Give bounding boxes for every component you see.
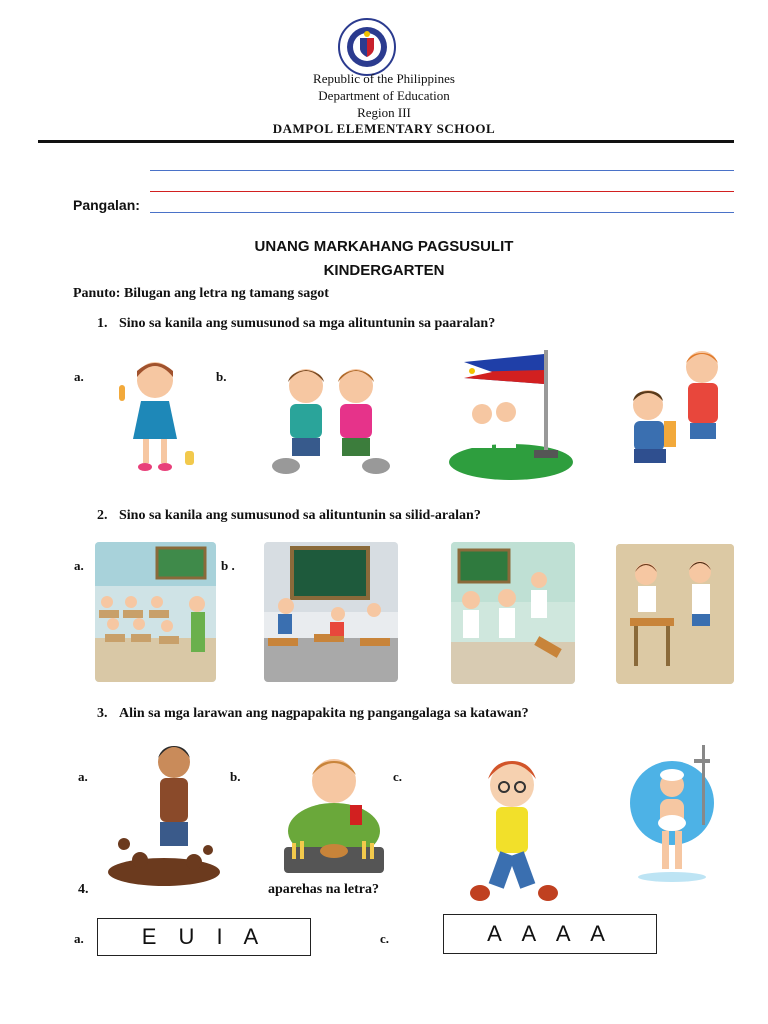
q1-option-b[interactable]: b.	[216, 369, 227, 384]
q3-option-b[interactable]: b.	[230, 769, 241, 784]
girl-littering-icon	[115, 355, 197, 480]
q1-option-a[interactable]: a.	[74, 369, 84, 384]
kids-arguing-icon	[616, 544, 734, 684]
question-1-number: 1.	[97, 316, 108, 331]
q4-option-a[interactable]: a.	[74, 931, 84, 946]
child-shower-icon	[628, 745, 720, 890]
name-line-blue-top	[150, 170, 734, 171]
name-input-line[interactable]	[150, 212, 734, 213]
header-line-3: Region III	[357, 105, 411, 120]
q4-option-c[interactable]: c.	[380, 931, 390, 946]
junk-food-icon	[278, 755, 390, 880]
header-divider	[38, 140, 734, 143]
name-line-red	[150, 191, 734, 192]
instruction: Panuto: Bilugan ang letra ng tamang sagot	[73, 286, 329, 301]
q3-option-c[interactable]: c.	[393, 769, 403, 784]
header-line-1: Republic of the Philippines	[313, 71, 455, 86]
q3-option-a[interactable]: a.	[78, 769, 88, 784]
question-3-text: Alin sa mga larawan ang nagpapakita ng pangangalaga sa katawan?	[119, 706, 529, 721]
question-2-number: 2.	[97, 508, 108, 523]
q2-option-b[interactable]: b .	[221, 558, 235, 573]
question-4-text: aparehas na letra?	[268, 882, 379, 897]
header-line-2: Department of Education	[318, 88, 450, 103]
classroom-mess-icon	[264, 542, 398, 682]
question-3-number: 3.	[97, 706, 108, 721]
students-seated-icon	[95, 542, 216, 682]
boy-teasing-icon	[624, 347, 730, 473]
exam-level: KINDERGARTEN	[323, 262, 445, 279]
exam-title: UNANG MARKAHANG PAGSUSULIT	[254, 238, 514, 255]
flag-ceremony-icon	[448, 344, 574, 480]
question-4-number: 4.	[78, 882, 89, 897]
name-label: Pangalan:	[73, 197, 140, 213]
deped-seal-icon	[338, 18, 396, 76]
question-1-text: Sino sa kanila ang sumusunod sa mga alituntunin sa paaralan?	[119, 316, 496, 331]
q2-option-a[interactable]: a.	[74, 558, 84, 573]
school-name: DAMPOL ELEMENTARY SCHOOL	[272, 121, 496, 136]
q4-answer-box-a[interactable]: E U I A	[97, 918, 311, 956]
muddy-child-icon	[104, 740, 224, 890]
kids-running-icon	[451, 542, 575, 684]
question-2-text: Sino sa kanila ang sumusunod sa alituntunin sa silid-aralan?	[119, 508, 481, 523]
sick-boy-icon	[466, 745, 562, 911]
boys-fighting-icon	[268, 360, 394, 480]
q4-answer-box-c[interactable]: A A A A	[443, 914, 657, 954]
